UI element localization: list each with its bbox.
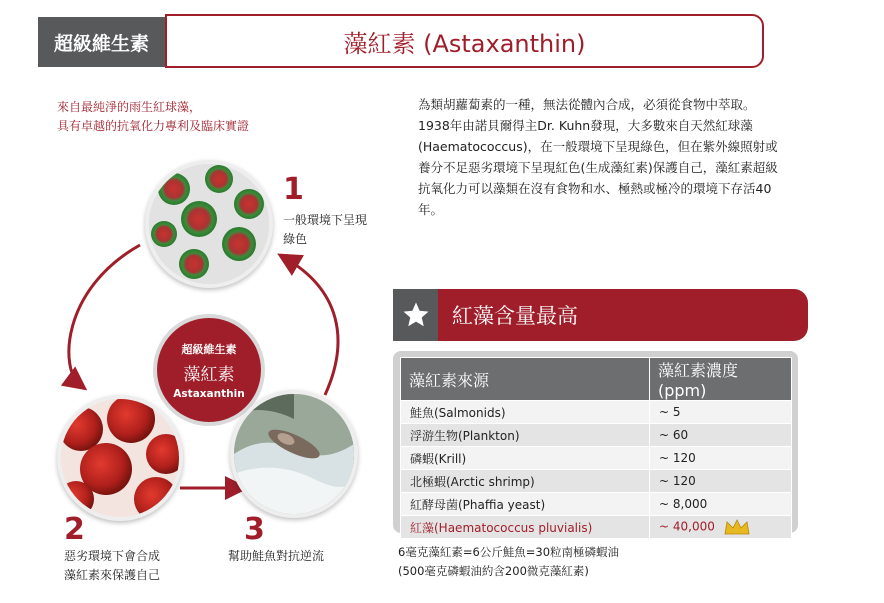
step-1-caption-line-1: 一般環境下呈現 xyxy=(283,213,368,227)
description: 為類胡蘿蔔素的一種，無法從體內合成，必須從食物中萃取。1938年由諾貝爾得主Dr. Kuhn發現，大多數來自天然紅球藻(Haematococcus)，在一般環境下呈現綠色，但在紫外線照射或養分不足惡劣環境下呈現紅色(生成藻紅素)保護自己，藻紅素超級抗氧化力可以藻類在沒有食物和水、極熱或極冷的環境下存活40年。 xyxy=(418,97,778,217)
table-row xyxy=(401,401,792,424)
center-line-1: 超級維生素 xyxy=(181,342,237,356)
source-cell: 北極蝦(Arctic shrimp) xyxy=(401,470,650,493)
step-1-caption xyxy=(283,211,367,249)
value-text: ~ 40,000 xyxy=(659,519,715,534)
value-cell: ~ 5 xyxy=(650,401,792,424)
step-2-caption-line-2: 藻紅素來保護自己 xyxy=(64,568,161,582)
page-title xyxy=(165,14,764,68)
center-line-3: Astaxanthin xyxy=(173,387,245,400)
table-row-highlight xyxy=(401,516,792,539)
tagline-line-2: 具有卓越的抗氧化力專利及臨床實證 xyxy=(57,119,250,133)
value-cell: ~ 60 xyxy=(650,424,792,447)
source-cell: 紅藻(Haematococcus pluvialis) xyxy=(401,516,650,539)
step-2-number: 2 xyxy=(64,512,85,547)
source-cell: 鮭魚(Salmonids) xyxy=(401,401,650,424)
value-cell xyxy=(650,516,792,539)
source-cell: 紅酵母菌(Phaffia yeast) xyxy=(401,493,650,516)
value-cell: ~ 120 xyxy=(650,470,792,493)
step-1-number: 1 xyxy=(283,172,304,207)
source-cell: 浮游生物(Plankton) xyxy=(401,424,650,447)
salmon-image xyxy=(230,390,358,518)
step-1-caption-line-2: 綠色 xyxy=(283,232,308,246)
value-cell: ~ 8,000 xyxy=(650,493,792,516)
table-row xyxy=(401,424,792,447)
green-algae-image xyxy=(145,160,273,288)
step-3-number: 3 xyxy=(244,512,265,547)
footnote-line-1: 6毫克藻紅素=6公斤鮭魚=30粒南極磷蝦油 xyxy=(398,545,620,559)
astaxanthin-source-table xyxy=(400,357,792,539)
column-header-concentration: 藻紅素濃度(ppm) xyxy=(650,358,792,401)
page-title-text: 藻紅素 (Astaxanthin) xyxy=(343,29,586,58)
value-cell: ~ 120 xyxy=(650,447,792,470)
red-algae-image xyxy=(57,395,183,521)
center-line-2: 藻紅素 xyxy=(183,364,235,385)
step-2-caption xyxy=(64,547,160,585)
banner-title: 紅藻含量最高 xyxy=(452,304,578,328)
crown-icon xyxy=(723,518,751,536)
tagline xyxy=(57,98,249,136)
step-2-caption-line-1: 惡劣環境下會合成 xyxy=(64,549,161,563)
source-cell: 磷蝦(Krill) xyxy=(401,447,650,470)
table-row xyxy=(401,447,792,470)
arrow-3-to-1 xyxy=(285,258,338,395)
tagline-line-1: 來自最純淨的雨生紅球藻， xyxy=(57,100,202,114)
footnote-line-2: (500毫克磷蝦油約含200微克藻紅素) xyxy=(398,564,589,578)
star-icon xyxy=(393,289,438,341)
arrow-1-to-2 xyxy=(69,245,140,385)
header-tag: 超級維生素 xyxy=(38,17,165,67)
table-row xyxy=(401,493,792,516)
footnote xyxy=(398,543,619,581)
step-3-caption: 幫助鮭魚對抗逆流 xyxy=(228,549,325,563)
table-row xyxy=(401,470,792,493)
column-header-source: 藻紅素來源 xyxy=(401,358,650,401)
